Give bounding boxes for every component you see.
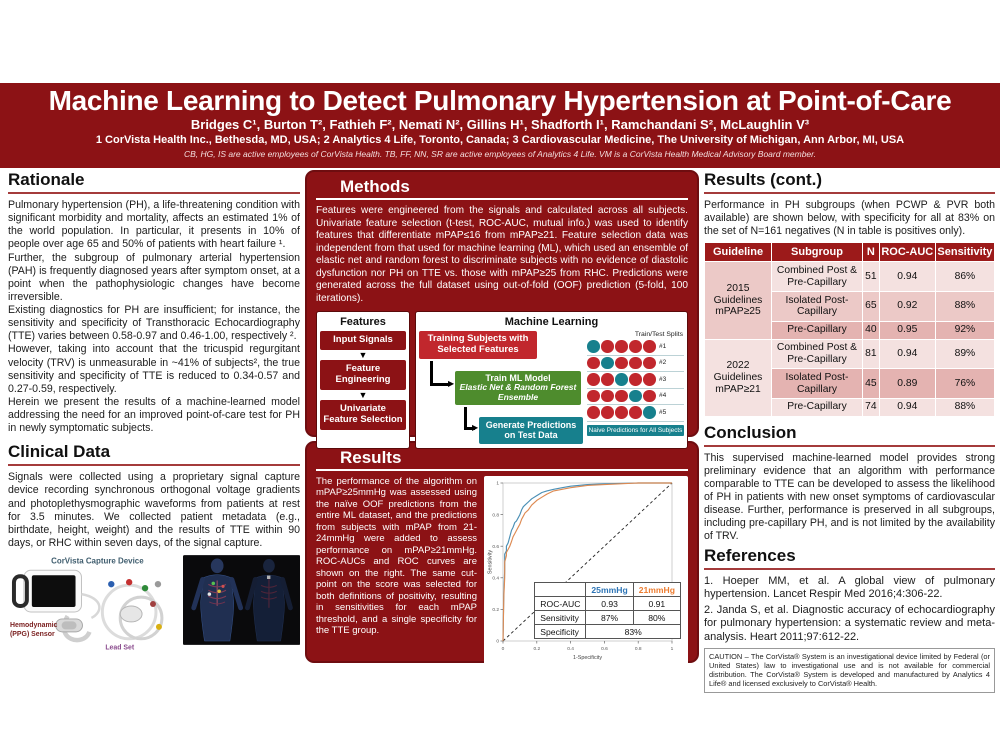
ppg-sensor-label: Hemodynamic (9, 621, 58, 629)
auc-cell: 0.94 (879, 339, 935, 369)
n-cell: 81 (863, 339, 880, 369)
svg-text:0.8: 0.8 (634, 647, 642, 652)
guideline-2022-cell: 2022 Guidelines mPAP≥21 (705, 339, 772, 416)
subgroup-cell: Pre-Capillary (772, 321, 863, 339)
svg-text:0: 0 (501, 647, 505, 652)
test-fold-dot (601, 357, 614, 370)
col-guideline: Guideline (705, 243, 772, 262)
auc-cell: 0.89 (879, 369, 935, 399)
connector-line (430, 361, 433, 385)
test-fold-dot (615, 373, 628, 386)
test-fold-dot (629, 390, 642, 403)
test-fold-dot (643, 406, 656, 419)
train-fold-dot (643, 373, 656, 386)
step-univariate-selection: Univariate Feature Selection (320, 400, 406, 430)
table-row (705, 262, 995, 292)
rationale-paragraph: Herein we present the results of a machine-learned model addressing the need for an improved point-of-care test for PH in newly symptomatic subjects. (8, 395, 300, 435)
roc-metrics-table (534, 582, 681, 639)
roc-auc-label: ROC-AUC (535, 597, 586, 611)
svg-text:Sensitivity: Sensitivity (487, 549, 494, 575)
conclusion-heading: Conclusion (704, 423, 995, 447)
auc-cell: 0.94 (879, 262, 935, 292)
n-cell: 74 (863, 398, 880, 416)
svg-text:0.2: 0.2 (533, 647, 541, 652)
connector-line (464, 407, 467, 429)
authors-line: Bridges C¹, Burton T², Fathieh F², Nemati N², Gillins H¹, Shadforth I¹, Ramchandani S², McLaughlin V³ (190, 117, 810, 133)
svg-text:0.8: 0.8 (492, 513, 499, 519)
sensitivity-value-21: 80% (633, 611, 680, 625)
machine-learning-panel (415, 311, 688, 449)
n-cell: 51 (863, 262, 880, 292)
sens-cell: 92% (935, 321, 994, 339)
sens-cell: 89% (935, 339, 994, 369)
n-cell: 40 (863, 321, 880, 339)
subgroup-results-table (704, 242, 995, 416)
down-arrow-icon: ▼ (358, 350, 368, 361)
split-row-label: #1 (659, 342, 667, 350)
train-fold-dot (587, 390, 600, 403)
auc-cell: 0.92 (879, 292, 935, 322)
train-fold-dot (643, 340, 656, 353)
step-input-signals: Input Signals (320, 331, 406, 350)
svg-text:1: 1 (670, 647, 674, 652)
poster-header (0, 83, 1000, 168)
specificity-value: 83% (586, 625, 681, 639)
roc-table-corner (535, 583, 586, 597)
svg-text:0.6: 0.6 (601, 647, 608, 652)
results-heading: Results (340, 448, 402, 467)
col-subgroup: Subgroup (772, 243, 863, 262)
train-model-title: Train ML Model (485, 373, 551, 384)
n-cell: 45 (863, 369, 880, 399)
ppg-sensor-label: (PPG) Sensor (9, 630, 55, 638)
methods-diagram (316, 311, 688, 449)
table-header-row (705, 243, 995, 262)
subgroup-cell: Combined Post & Pre-Capillary (772, 339, 863, 369)
sensitivity-value-25: 87% (586, 611, 633, 625)
train-test-splits (585, 331, 684, 445)
middle-column (305, 170, 699, 663)
clinical-data-heading: Clinical Data (8, 442, 300, 466)
results-section (305, 441, 699, 663)
rationale-heading: Rationale (8, 170, 300, 194)
results-paragraph: The performance of the algorithm on mPAP≥25mmHg was assessed using the naïve OOF predictions from the entire ML dataset, and the predictions from subjects with mPAP from 21-24mmHg were added to assess performance on mPAP≥21mmHg. ROC-AUCs and ROC curves are shown on the right. The same cut-point on the score was selected for both definitions of positivity, resulting in sensitivities for each mPAP threshold, and a single specificity for the TTE group. (316, 476, 477, 637)
train-model-subtitle: Elastic Net & Random Forest Ensemble (459, 382, 577, 403)
clinical-figure (8, 554, 300, 666)
features-panel (316, 311, 410, 449)
capture-device-illustration (8, 554, 179, 666)
train-fold-dot (615, 357, 628, 370)
splits-label: Train/Test Splits (634, 331, 683, 339)
poster-title: Machine Learning to Detect Pulmonary Hypertension at Point-of-Care (48, 85, 952, 116)
sensitivity-label: Sensitivity (535, 611, 586, 625)
caution-note: CAUTION – The CorVista® System is an investigational device limited by Federal (or United States) law to investigational use and is not available for commercial distribution. The CorVista® System is developed and manufactured by Analytics 4 Life® and licensed exclusively to CorVista® Health. (704, 648, 995, 693)
rationale-paragraph: Pulmonary hypertension (PH), a life-threatening condition with significant morbidity and mortality, affects an estimated 1% of the world population. In particular, it presents in 10% of people over age 65 and 50% of patients with heart failure ¹. (8, 199, 300, 251)
train-model-box (455, 371, 581, 405)
train-fold-dot (601, 340, 614, 353)
train-fold-dot (629, 373, 642, 386)
right-column (704, 170, 995, 693)
sens-cell: 76% (935, 369, 994, 399)
svg-text:0.4: 0.4 (492, 576, 499, 582)
train-fold-dot (601, 390, 614, 403)
split-row-label: #4 (659, 392, 667, 400)
train-fold-dot (587, 373, 600, 386)
results-cont-paragraph: Performance in PH subgroups (when PCWP & PVR both available) are shown below, with specificity for all at 83% on the set of N=161 negatives (N in table is positives only). (704, 199, 995, 238)
train-fold-dot (601, 373, 614, 386)
n-cell: 65 (863, 292, 880, 322)
device-label: CorVista Capture Device (51, 556, 144, 566)
reference-item: 2. Janda S, et al. Diagnostic accuracy of echocardiography for pulmonary hypertension: a systematic review and meta-analysis. Heart 2011;97:612-22. (704, 603, 995, 644)
rationale-paragraph: However, taking into account that the tricuspid regurgitant velocity (TRV) is unmeasurable in ~41% of subjects², the true sensitivity and specificity of TTE is reduced to 0.34-0.57 and 0.27-0.59, respectively. (8, 343, 300, 395)
train-fold-dot (615, 340, 628, 353)
features-panel-title: Features (340, 316, 386, 329)
col-n: N (863, 243, 880, 262)
subgroup-cell: Isolated Post-Capillary (772, 369, 863, 399)
col-roc-auc: ROC-AUC (879, 243, 935, 262)
roc-auc-value-25: 0.93 (586, 597, 633, 611)
svg-text:0.6: 0.6 (492, 544, 499, 550)
generate-predictions-box: Generate Predictions on Test Data (479, 417, 583, 444)
roc-auc-value-21: 0.91 (633, 597, 680, 611)
conclusion-paragraph: This supervised machine-learned model provides strong preliminary evidence that an algorithm with performance comparable to TTE can be developed to assess the likelihood of PH in patients with new onset symptoms of cardiovascular disease. Further, performance is preserved in all subgroups, including pre-capillary PH, and is not limited by the availability of TRV. (704, 451, 995, 543)
subgroup-cell: Pre-Capillary (772, 398, 863, 416)
svg-text:1-Specificity: 1-Specificity (572, 655, 603, 661)
split-row-label: #5 (659, 408, 667, 416)
train-fold-dot (587, 406, 600, 419)
roc-chart-panel (484, 476, 688, 671)
table-row (705, 339, 995, 369)
connector-line (430, 383, 450, 386)
roc-table-header-25: 25mmHg (586, 583, 633, 597)
train-fold-dot (629, 406, 642, 419)
split-row-label: #3 (659, 375, 667, 383)
split-row (587, 339, 684, 356)
methods-heading: Methods (340, 177, 410, 196)
col-sensitivity: Sensitivity (935, 243, 994, 262)
guideline-2015-cell: 2015 Guidelines mPAP≥25 (705, 262, 772, 339)
ml-flow-diagram (419, 331, 585, 445)
train-fold-dot (615, 390, 628, 403)
svg-text:1: 1 (496, 481, 499, 487)
train-fold-dot (629, 357, 642, 370)
split-row (587, 389, 684, 406)
clinical-data-paragraph: Signals were collected using a proprietary signal capture device recording synchronous orthogonal voltage gradients and photoplethysmographic waveforms from patients at rest for 3.5 minutes. We collected patient metadata (e.g., birthdate, height, weight) and the results of TTE within 90 days, or RHC within seven days, of the signal capture. (8, 471, 300, 549)
rationale-paragraph: Existing diagnostics for PH are insufficient; for instance, the sensitivity and specificity of Transthoracic Echocardiography (TTE) varies between 0.58-0.97 and 0.46-1.00, respectively ². (8, 304, 300, 343)
splits-grid (587, 339, 684, 422)
split-row (587, 356, 684, 373)
affiliations-line: 1 CorVista Health Inc., Bethesda, MD, USA; 2 Analytics 4 Life, Toronto, Canada; 3 Cardiovascular Medicine, The University of Michigan, Ann Arbor, MI, USA (95, 134, 905, 147)
rationale-paragraph: Further, the subgroup of pulmonary arterial hypertension (PAH) is frequently diagnosed years after symptom onset, at a point when the pathophysiologic changes have become irreversible. (8, 251, 300, 303)
specificity-label: Specificity (535, 625, 586, 639)
left-column (8, 170, 300, 666)
subgroup-cell: Isolated Post-Capillary (772, 292, 863, 322)
svg-text:0: 0 (496, 639, 499, 645)
right-arrow-icon: ▶ (472, 423, 479, 433)
roc-table-header-21: 21mmHg (633, 583, 680, 597)
test-fold-dot (587, 340, 600, 353)
train-fold-dot (601, 406, 614, 419)
disclosure-line: CB, HG, IS are active employees of CorVista Health. TB, FF, NN, SR are active employees of Analytics 4 Life. VM is a CorVista Health Medical Advisory Board member. (183, 149, 817, 160)
train-fold-dot (643, 390, 656, 403)
auc-cell: 0.94 (879, 398, 935, 416)
train-fold-dot (587, 357, 600, 370)
sens-cell: 88% (935, 292, 994, 322)
ml-panel-title: Machine Learning (504, 316, 599, 329)
train-fold-dot (615, 406, 628, 419)
results-cont-heading: Results (cont.) (704, 170, 995, 194)
electrode-placement-image (183, 554, 300, 646)
sens-cell: 86% (935, 262, 994, 292)
train-fold-dot (629, 340, 642, 353)
sens-cell: 88% (935, 398, 994, 416)
step-feature-engineering: Feature Engineering (320, 360, 406, 390)
train-fold-dot (643, 357, 656, 370)
split-row (587, 405, 684, 422)
reference-item: 1. Hoeper MM, et al. A global view of pulmonary hypertension. Lancet Respir Med 2016;4:306-22. (704, 574, 995, 601)
svg-text:0.4: 0.4 (567, 647, 574, 652)
methods-paragraph: Features were engineered from the signals and calculated across all subjects. Univariate feature selection (t-test, ROC-AUC, mutual info.) was used to identify features that differentiate mPAP≤16 from mPAP≥21. Feature selection data was independent from that used for machine learning (ML), which used an ensemble of elastic net and random forest to discriminate subjects with no evidence of diastolic dysfunction nor PH on TTE vs. those with mPAP≥25 from RHC. Predictions were generated across the full dataset using out-of-fold (OOF) prediction (5-fold, 100 iterations). (316, 205, 688, 304)
lead-set-label: Lead Set (105, 644, 135, 652)
split-row (587, 372, 684, 389)
right-arrow-icon: ▶ (448, 379, 455, 389)
methods-section (305, 170, 699, 441)
auc-cell: 0.95 (879, 321, 935, 339)
split-row-label: #2 (659, 359, 667, 367)
references-heading: References (704, 546, 995, 570)
svg-text:0.2: 0.2 (492, 608, 499, 614)
subgroup-cell: Combined Post & Pre-Capillary (772, 262, 863, 292)
training-subjects-box: Training Subjects with Selected Features (419, 331, 537, 359)
down-arrow-icon: ▼ (358, 389, 368, 400)
naive-predictions-bar: Naive Predictions for All Subjects (588, 426, 683, 434)
